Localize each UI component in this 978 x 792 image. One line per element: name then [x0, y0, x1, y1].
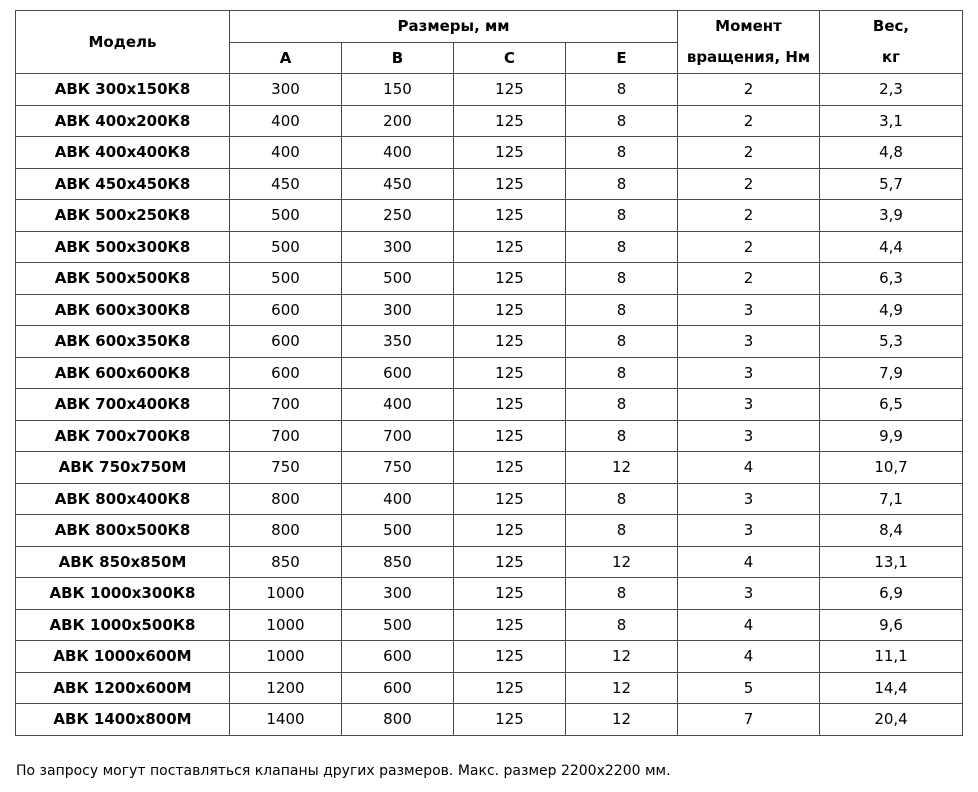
- cell-torque: 3: [678, 515, 820, 547]
- cell-c: 125: [454, 452, 566, 484]
- cell-weight: 4,8: [820, 137, 963, 169]
- cell-c: 125: [454, 704, 566, 736]
- cell-a: 600: [230, 357, 342, 389]
- cell-torque: 4: [678, 641, 820, 673]
- cell-weight: 10,7: [820, 452, 963, 484]
- cell-e: 8: [566, 137, 678, 169]
- cell-weight: 9,9: [820, 420, 963, 452]
- cell-c: 125: [454, 389, 566, 421]
- cell-model: АВК 1000х300К8: [16, 578, 230, 610]
- cell-weight: 20,4: [820, 704, 963, 736]
- cell-torque: 2: [678, 137, 820, 169]
- header-weight-line1: Вес,: [872, 17, 910, 35]
- cell-b: 800: [342, 704, 454, 736]
- cell-torque: 7: [678, 704, 820, 736]
- table-row: [16, 137, 963, 169]
- cell-torque: 2: [678, 231, 820, 263]
- cell-torque: 5: [678, 672, 820, 704]
- cell-e: 12: [566, 452, 678, 484]
- cell-torque: 4: [678, 546, 820, 578]
- table-row: [16, 641, 963, 673]
- cell-c: 125: [454, 357, 566, 389]
- cell-weight: 2,3: [820, 74, 963, 106]
- cell-model: АВК 300х150К8: [16, 74, 230, 106]
- cell-c: 125: [454, 672, 566, 704]
- cell-b: 750: [342, 452, 454, 484]
- cell-c: 125: [454, 200, 566, 232]
- cell-torque: 3: [678, 389, 820, 421]
- cell-model: АВК 500х500К8: [16, 263, 230, 295]
- cell-e: 8: [566, 609, 678, 641]
- cell-weight: 4,9: [820, 294, 963, 326]
- cell-e: 12: [566, 641, 678, 673]
- cell-b: 850: [342, 546, 454, 578]
- cell-weight: 13,1: [820, 546, 963, 578]
- cell-weight: 9,6: [820, 609, 963, 641]
- cell-torque: 2: [678, 105, 820, 137]
- cell-b: 250: [342, 200, 454, 232]
- cell-b: 400: [342, 483, 454, 515]
- cell-a: 450: [230, 168, 342, 200]
- cell-e: 8: [566, 578, 678, 610]
- cell-weight: 7,9: [820, 357, 963, 389]
- cell-model: АВК 450х450К8: [16, 168, 230, 200]
- cell-e: 8: [566, 389, 678, 421]
- cell-a: 500: [230, 263, 342, 295]
- cell-a: 600: [230, 294, 342, 326]
- cell-model: АВК 600х600К8: [16, 357, 230, 389]
- cell-c: 125: [454, 168, 566, 200]
- table-row: [16, 389, 963, 421]
- cell-torque: 4: [678, 452, 820, 484]
- cell-weight: 5,3: [820, 326, 963, 358]
- cell-a: 800: [230, 483, 342, 515]
- cell-model: АВК 400х200К8: [16, 105, 230, 137]
- cell-torque: 2: [678, 200, 820, 232]
- cell-weight: 7,1: [820, 483, 963, 515]
- cell-a: 850: [230, 546, 342, 578]
- table-row: [16, 515, 963, 547]
- header-torque-line2: вращения, Нм: [686, 48, 811, 66]
- cell-b: 300: [342, 578, 454, 610]
- header-weight-line2: кг: [882, 48, 901, 66]
- cell-e: 8: [566, 231, 678, 263]
- cell-e: 8: [566, 200, 678, 232]
- cell-model: АВК 1000х600М: [16, 641, 230, 673]
- cell-e: 8: [566, 420, 678, 452]
- cell-weight: 8,4: [820, 515, 963, 547]
- header-dimension-c: C: [454, 42, 566, 74]
- table-row: [16, 357, 963, 389]
- cell-b: 500: [342, 263, 454, 295]
- cell-b: 700: [342, 420, 454, 452]
- cell-weight: 4,4: [820, 231, 963, 263]
- cell-model: АВК 800х400К8: [16, 483, 230, 515]
- cell-c: 125: [454, 74, 566, 106]
- cell-c: 125: [454, 294, 566, 326]
- cell-weight: 6,9: [820, 578, 963, 610]
- cell-torque: 2: [678, 168, 820, 200]
- cell-b: 400: [342, 137, 454, 169]
- cell-model: АВК 850х850М: [16, 546, 230, 578]
- cell-c: 125: [454, 546, 566, 578]
- cell-torque: 2: [678, 74, 820, 106]
- cell-c: 125: [454, 420, 566, 452]
- header-dimension-a: A: [230, 42, 342, 74]
- cell-a: 700: [230, 420, 342, 452]
- cell-a: 300: [230, 74, 342, 106]
- cell-b: 600: [342, 672, 454, 704]
- cell-b: 600: [342, 357, 454, 389]
- table-row: [16, 74, 963, 106]
- cell-e: 12: [566, 546, 678, 578]
- cell-e: 8: [566, 483, 678, 515]
- footnote: По запросу могут поставляться клапаны других размеров. Макс. размер 2200х2200 мм.: [16, 763, 671, 779]
- cell-c: 125: [454, 105, 566, 137]
- cell-model: АВК 1200х600М: [16, 672, 230, 704]
- cell-torque: 3: [678, 294, 820, 326]
- cell-c: 125: [454, 578, 566, 610]
- cell-a: 400: [230, 137, 342, 169]
- cell-b: 500: [342, 515, 454, 547]
- cell-weight: 14,4: [820, 672, 963, 704]
- table-row: [16, 263, 963, 295]
- table-body: [16, 74, 963, 736]
- specifications-table: [15, 10, 963, 736]
- cell-a: 750: [230, 452, 342, 484]
- cell-model: АВК 600х300К8: [16, 294, 230, 326]
- cell-e: 12: [566, 704, 678, 736]
- table-row: [16, 609, 963, 641]
- table-row: [16, 231, 963, 263]
- cell-a: 1000: [230, 641, 342, 673]
- table-row: [16, 546, 963, 578]
- cell-c: 125: [454, 263, 566, 295]
- cell-weight: 6,3: [820, 263, 963, 295]
- cell-torque: 3: [678, 578, 820, 610]
- cell-b: 150: [342, 74, 454, 106]
- cell-model: АВК 400х400К8: [16, 137, 230, 169]
- header-dimension-b: B: [342, 42, 454, 74]
- table-header: [16, 11, 963, 74]
- cell-torque: 3: [678, 420, 820, 452]
- cell-e: 8: [566, 168, 678, 200]
- cell-e: 8: [566, 263, 678, 295]
- header-row-top: [16, 11, 963, 43]
- cell-b: 350: [342, 326, 454, 358]
- header-weight: [820, 11, 963, 74]
- cell-a: 400: [230, 105, 342, 137]
- table-row: [16, 168, 963, 200]
- cell-model: АВК 700х700К8: [16, 420, 230, 452]
- cell-c: 125: [454, 641, 566, 673]
- header-dimension-e: E: [566, 42, 678, 74]
- cell-model: АВК 700х400К8: [16, 389, 230, 421]
- cell-b: 300: [342, 294, 454, 326]
- table-row: [16, 420, 963, 452]
- header-model: Модель: [16, 11, 230, 74]
- cell-model: АВК 500х250К8: [16, 200, 230, 232]
- cell-a: 1400: [230, 704, 342, 736]
- cell-c: 125: [454, 137, 566, 169]
- table-row: [16, 483, 963, 515]
- cell-e: 8: [566, 294, 678, 326]
- cell-torque: 3: [678, 483, 820, 515]
- cell-c: 125: [454, 483, 566, 515]
- cell-e: 8: [566, 74, 678, 106]
- cell-weight: 3,1: [820, 105, 963, 137]
- cell-torque: 3: [678, 357, 820, 389]
- cell-torque: 2: [678, 263, 820, 295]
- cell-model: АВК 1000х500К8: [16, 609, 230, 641]
- cell-b: 600: [342, 641, 454, 673]
- cell-e: 8: [566, 515, 678, 547]
- cell-c: 125: [454, 231, 566, 263]
- cell-model: АВК 750х750М: [16, 452, 230, 484]
- cell-c: 125: [454, 609, 566, 641]
- cell-e: 8: [566, 357, 678, 389]
- cell-model: АВК 1400х800М: [16, 704, 230, 736]
- cell-b: 500: [342, 609, 454, 641]
- cell-b: 400: [342, 389, 454, 421]
- table-row: [16, 326, 963, 358]
- cell-a: 800: [230, 515, 342, 547]
- cell-a: 500: [230, 200, 342, 232]
- header-dimensions: Размеры, мм: [230, 11, 678, 43]
- header-torque: [678, 11, 820, 74]
- cell-a: 600: [230, 326, 342, 358]
- table-row: [16, 578, 963, 610]
- table-row: [16, 200, 963, 232]
- cell-b: 450: [342, 168, 454, 200]
- cell-torque: 3: [678, 326, 820, 358]
- cell-e: 8: [566, 326, 678, 358]
- cell-c: 125: [454, 326, 566, 358]
- cell-model: АВК 500х300К8: [16, 231, 230, 263]
- table-row: [16, 105, 963, 137]
- cell-a: 700: [230, 389, 342, 421]
- cell-e: 12: [566, 672, 678, 704]
- cell-a: 1000: [230, 609, 342, 641]
- table-row: [16, 704, 963, 736]
- cell-model: АВК 800х500К8: [16, 515, 230, 547]
- cell-a: 500: [230, 231, 342, 263]
- cell-weight: 3,9: [820, 200, 963, 232]
- cell-torque: 4: [678, 609, 820, 641]
- cell-c: 125: [454, 515, 566, 547]
- cell-b: 200: [342, 105, 454, 137]
- cell-e: 8: [566, 105, 678, 137]
- cell-weight: 5,7: [820, 168, 963, 200]
- cell-b: 300: [342, 231, 454, 263]
- table-row: [16, 294, 963, 326]
- cell-a: 1200: [230, 672, 342, 704]
- cell-a: 1000: [230, 578, 342, 610]
- cell-model: АВК 600х350К8: [16, 326, 230, 358]
- cell-weight: 11,1: [820, 641, 963, 673]
- header-torque-line1: Момент: [715, 17, 782, 35]
- table-row: [16, 672, 963, 704]
- table-row: [16, 452, 963, 484]
- cell-weight: 6,5: [820, 389, 963, 421]
